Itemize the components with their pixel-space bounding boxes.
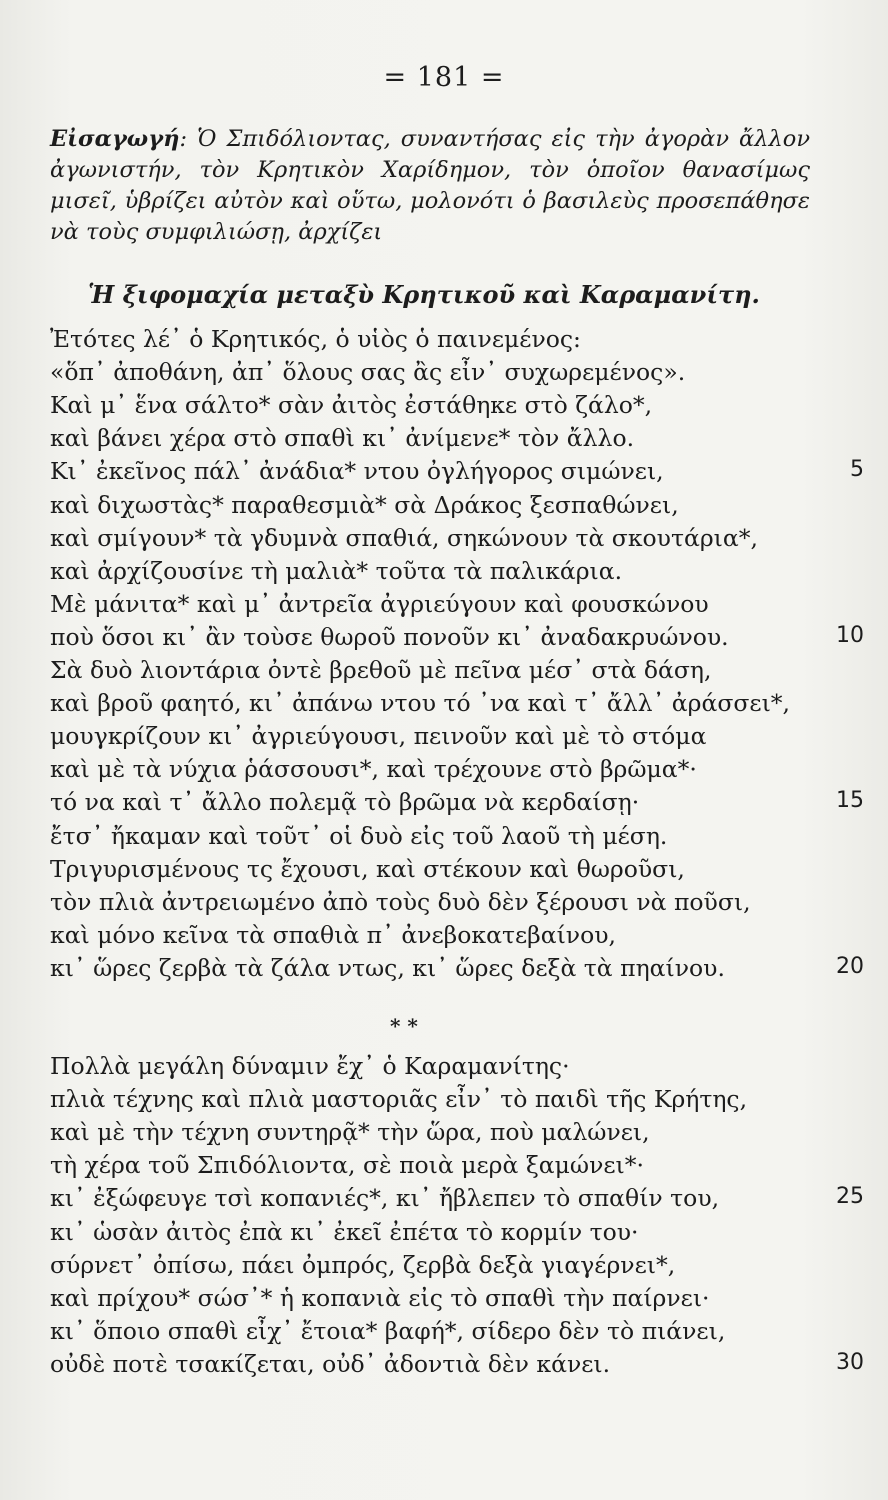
verse-line (50, 1218, 830, 1254)
verse-line (50, 953, 864, 990)
verse-text: Σὰ δυὸ λιοντάρια ὀντὲ βρεθοῦ μὲ πεῖνα μέσ᾽ στὰ δάση, (50, 656, 712, 684)
verse-text: τὸν πλιὰ ἀντρειωμένο ἀπὸ τοὺς δυὸ δὲν ξέρουσι νὰ ποῦσι, (50, 887, 751, 916)
line-number: 30 (836, 1349, 864, 1375)
verse-text: καὶ ἀρχίζουσίνε τὴ μαλιὰ* τοῦτα τὰ παλικάρια. (50, 556, 623, 585)
verse-line (50, 1349, 864, 1386)
verse-line (50, 1284, 830, 1320)
introduction-paragraph (50, 124, 810, 248)
verse-text: οὐδὲ ποτὲ τσακίζεται, οὐδ᾽ ἀδοντιὰ δὲν κάνει. (50, 1349, 611, 1378)
verse-text: σύρνετ᾽ ὀπίσω, πάει ὀμπρός, ζερβὰ δεξὰ γιαγέρνει*, (50, 1250, 676, 1279)
verse-line (50, 325, 830, 361)
verse-text: κι᾽ ὥρες ζερβὰ τὰ ζάλα ντως, κι᾽ ὥρες δεξὰ τὰ πηαίνου. (50, 953, 725, 982)
verse-text: «ὅπ᾽ ἀποθάνη, ἀπ᾽ ὅλους σας ἂς εἶν᾽ συχωρεμένος». (50, 358, 686, 387)
introduction-text: : Ὁ Σπιδόλιοντας, συναντήσας εἰς τὴν ἀγορὰν ἄλλον ἀγωνιστήν, τὸν Κρητικὸν Χαρίδημον, τὸν ὁποῖον θανασίμως μισεῖ, ὑβρίζει αὐτὸν καὶ οὕτω, μολονότι ὁ βασιλεὺς προσεπάθησε νὰ τοὺς συμφιλιώσῃ, ἀρχίζει (50, 126, 810, 245)
verse-text: ποὺ ὅσοι κι᾽ ἂν τοὺσε θωροῦ πονοῦν κι᾽ ἀναδακρυώνου. (50, 622, 729, 651)
verse-text: Καὶ μ᾽ ἕνα σάλτο* σὰν ἀιτὸς ἐστάθηκε στὸ ζάλο*, (50, 391, 653, 420)
verse-line (50, 1085, 830, 1121)
verse-line (50, 622, 864, 659)
section-break: * * (390, 1014, 418, 1038)
verse-line (50, 1317, 830, 1353)
verse-line (50, 1151, 830, 1187)
verse-line (50, 524, 830, 560)
verse-line (50, 656, 830, 692)
verse-line (50, 557, 830, 593)
section-subtitle: Ἡ ξιφομαχία μεταξὺ Κρητικοῦ καὶ Καραμανίτη. (88, 280, 760, 309)
line-number: 10 (836, 622, 864, 648)
verse-text: Πολλὰ μεγάλη δύναμιν ἔχ᾽ ὁ Καραμανίτης· (50, 1052, 570, 1080)
verse-text: καὶ πρίχου* σώσ᾽* ἡ κοπανιὰ εἰς τὸ σπαθὶ τὴν παίρνει· (50, 1283, 710, 1312)
verse-text: Κι᾽ ἐκεῖνος πάλ᾽ ἀνάδια* ντου ὀγλήγορος σιμώνει, (50, 457, 664, 486)
verse-text: Μὲ μάνιτα* καὶ μ᾽ ἀντρεῖα ἀγριεύγουν καὶ φουσκώνου (50, 589, 709, 618)
verse-text: καὶ μόνο κεῖνα τὰ σπαθιὰ π᾽ ἀνεβοκατεβαίνου, (50, 920, 616, 949)
verse-line (50, 1052, 830, 1088)
verse-text: καὶ βροῦ φαητό, κι᾽ ἀπάνω ντου τό ᾽να καὶ τ᾽ ἄλλ᾽ ἀράσσει*, (50, 689, 791, 718)
line-number: 15 (836, 788, 864, 814)
verse-line (50, 391, 830, 427)
line-number: 20 (836, 953, 864, 979)
verse-line (50, 1184, 864, 1220)
verse-line (50, 722, 830, 758)
verse-text: καὶ βάνει χέρα στὸ σπαθὶ κι᾽ ἀνίμενε* τὸν ἄλλο. (50, 424, 635, 453)
verse-line (50, 888, 830, 924)
verse-text: κι᾽ ἐξώφευγε τσὶ κοπανιές*, κι᾽ ἤβλεπεν τὸ σπαθίν του, (50, 1184, 720, 1213)
verse-text: τό να καὶ τ᾽ ἄλλο πολεμᾷ τὸ βρῶμα νὰ κερδαίσῃ· (50, 788, 640, 817)
verse-text: καὶ μὲ τὴν τέχνη συντηρᾷ* τὴν ὥρα, ποὺ μαλώνει, (50, 1118, 650, 1147)
line-number: 25 (836, 1184, 864, 1210)
verse-line (50, 457, 864, 493)
verse-line (50, 788, 864, 824)
verse-line (50, 1251, 830, 1287)
verse-text: καὶ διχωστὰς* παραθεσμιὰ* σὰ Δράκος ξεσπαθώνει, (50, 490, 679, 519)
verse-line (50, 358, 830, 394)
verse-text: κι᾽ ὅποιο σπαθὶ εἶχ᾽ ἔτοια* βαφή*, σίδερο δὲν τὸ πιάνει, (50, 1316, 726, 1345)
verse-line (50, 689, 830, 725)
verse-line (50, 491, 830, 527)
introduction-label: Εἰσαγωγή (50, 126, 180, 152)
verse-text: μουγκρίζουν κι᾽ ἀγριεύγουσι, πεινοῦν καὶ μὲ τὸ στόμα (50, 722, 707, 751)
verse-text: ἔτσ᾽ ἤκαμαν καὶ τοῦτ᾽ οἱ δυὸ εἰς τοῦ λαοῦ τὴ μέση. (50, 821, 668, 850)
verse-line (50, 590, 830, 626)
verse-line (50, 822, 830, 858)
verse-text: καὶ μὲ τὰ νύχια ῥάσσουσι*, καὶ τρέχουνε στὸ βρῶμα*· (50, 755, 697, 784)
verse-line (50, 424, 830, 460)
verse-text: Τριγυρισμένους τς ἔχουσι, καὶ στέκουν καὶ θωροῦσι, (50, 854, 685, 883)
verse-text: καὶ σμίγουν* τὰ γδυμνὰ σπαθιά, σηκώνουν τὰ σκουτάρια*, (50, 523, 758, 552)
verse-text: τὴ χέρα τοῦ Σπιδόλιοντα, σὲ ποιὰ μερὰ ξαμώνει*· (50, 1151, 644, 1180)
verse-text: Ἐτότες λέ᾽ ὁ Κρητικός, ὁ υἱὸς ὁ παινεμένος: (50, 325, 581, 353)
verse-text: κι᾽ ὡσὰν ἀιτὸς ἐπὰ κι᾽ ἐκεῖ ἐπέτα τὸ κορμίν του· (50, 1217, 639, 1246)
page-number: = 181 = (383, 62, 505, 93)
verse-text: πλιὰ τέχνης καὶ πλιὰ μαστοριᾶς εἶν᾽ τὸ παιδὶ τῆς Κρήτης, (50, 1085, 748, 1114)
line-number: 5 (850, 457, 864, 483)
verse-line (50, 1118, 830, 1154)
verse-line (50, 755, 830, 791)
verse-line (50, 855, 830, 891)
verse-line (50, 921, 830, 957)
